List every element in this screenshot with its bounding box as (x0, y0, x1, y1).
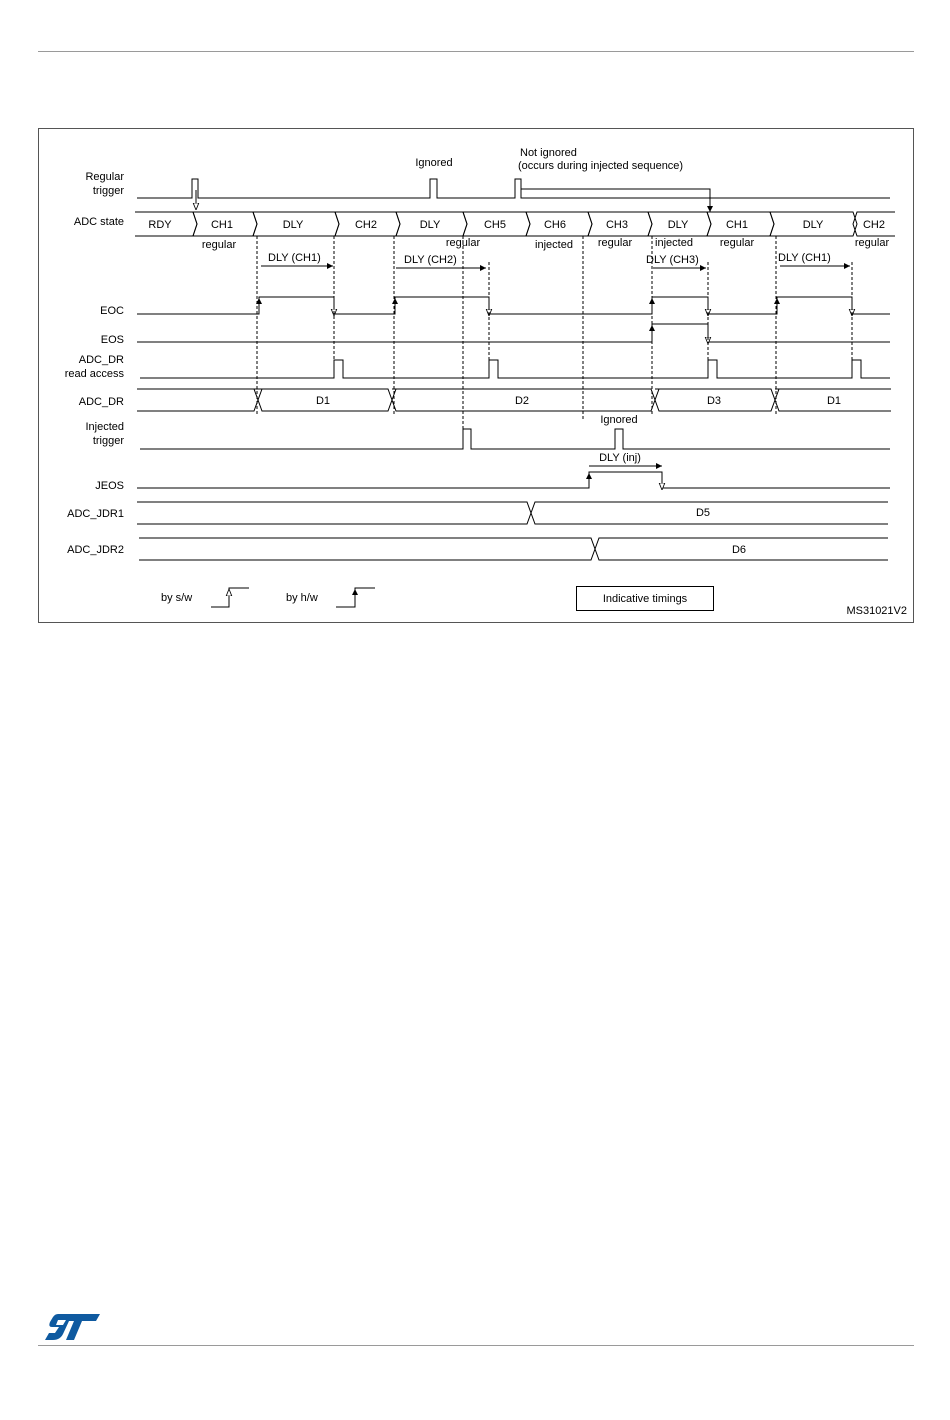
adc-dr-value: D1 (315, 395, 331, 407)
timing-guides (257, 236, 852, 430)
injected-trigger-waveform (140, 429, 890, 449)
jeos-waveform (137, 472, 890, 488)
state-label: DLY (802, 219, 824, 231)
state-label: CH6 (543, 219, 567, 231)
not-ignored-arrow-icon (521, 189, 710, 212)
label-adc-state: ADC state (73, 216, 124, 228)
footer-rule (38, 1345, 914, 1346)
annotation-dly-inj: DLY (inj) (599, 452, 641, 464)
label-injected-trigger-1: Injected (85, 421, 124, 433)
label-eos: EOS (100, 334, 124, 346)
state-mode-label: regular (201, 239, 237, 251)
figure-frame (39, 129, 914, 623)
annotation-ignored-injected: Ignored (600, 414, 638, 426)
st-logo-icon (44, 1312, 102, 1342)
adc-jdr1-value: D5 (695, 507, 711, 519)
adc-jdr2-value: D6 (731, 544, 747, 556)
state-label: DLY (419, 219, 441, 231)
label-adc-dr: ADC_DR (78, 396, 124, 408)
state-mode-label: regular (719, 237, 755, 249)
adc-dr-value: D3 (706, 395, 722, 407)
state-label: CH1 (210, 219, 234, 231)
adc-dr-value: D1 (826, 395, 842, 407)
delay-label: DLY (CH3) (646, 254, 699, 266)
regular-trigger-waveform (137, 179, 890, 198)
label-adc-jdr2: ADC_JDR2 (67, 544, 124, 556)
state-mode-label: regular (597, 237, 633, 249)
eos-waveform (137, 324, 890, 342)
state-mode-label: regular (854, 237, 890, 249)
label-regular-trigger-1: Regular (85, 171, 124, 183)
figure-id: MS31021V2 (846, 605, 907, 617)
adc-jdr1-bus (137, 502, 888, 524)
label-jeos: JEOS (95, 480, 124, 492)
adc-dr-read-waveform (140, 360, 890, 378)
delay-label: DLY (CH1) (778, 252, 831, 264)
delay-label: DLY (CH2) (404, 254, 457, 266)
state-label: CH2 (862, 219, 886, 231)
state-label: CH1 (725, 219, 749, 231)
label-injected-trigger-2: trigger (92, 435, 124, 447)
state-label: DLY (282, 219, 304, 231)
annotation-not-ignored-2: (occurs during injected sequence) (518, 160, 684, 172)
label-adc-dr-read-2: read access (64, 368, 124, 380)
state-label: CH5 (483, 219, 507, 231)
legend-by-hw: by h/w (286, 592, 318, 604)
legend-by-sw: by s/w (161, 592, 193, 604)
delay-label: DLY (CH1) (268, 252, 321, 264)
adc-state-bus (135, 212, 895, 236)
adc-dr-value: D2 (514, 395, 530, 407)
label-adc-jdr1: ADC_JDR1 (67, 508, 124, 520)
state-mode-label: injected (535, 239, 573, 251)
state-label: CH2 (354, 219, 378, 231)
label-eoc: EOC (100, 305, 124, 317)
state-mode-label: injected (655, 237, 693, 249)
annotation-ignored: Ignored (415, 157, 453, 169)
legend-sw-edge (211, 588, 249, 607)
adc-jdr2-bus (139, 538, 888, 560)
label-regular-trigger-2: trigger (92, 185, 124, 197)
state-mode-label: regular (445, 237, 481, 249)
indicative-timings-label: Indicative timings (602, 593, 688, 605)
state-label: RDY (148, 219, 172, 231)
state-label: CH3 (605, 219, 629, 231)
annotation-not-ignored-1: Not ignored (520, 147, 577, 159)
label-adc-dr-read-1: ADC_DR (78, 354, 124, 366)
state-label: DLY (667, 219, 689, 231)
